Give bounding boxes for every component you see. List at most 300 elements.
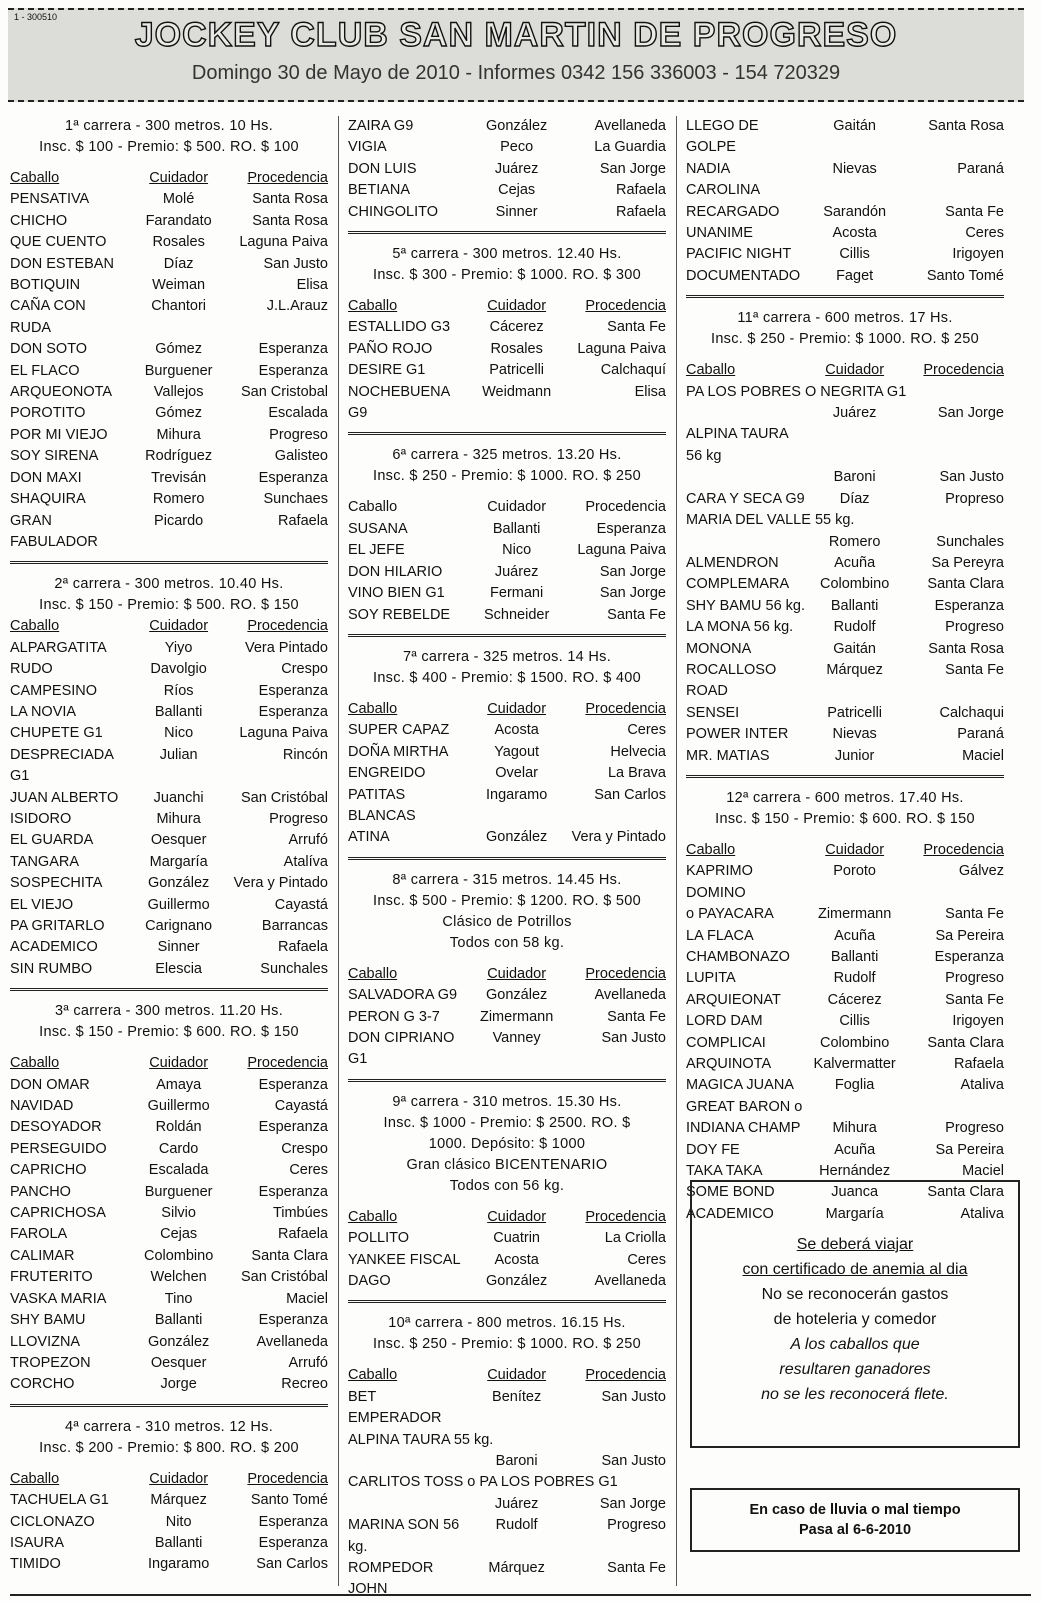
origin-name: Esperanza — [258, 341, 328, 358]
trainer-name: Colombino — [143, 1247, 214, 1264]
notice-line: resultaren ganadores — [779, 1361, 931, 1378]
horse-name: POWER INTER — [686, 726, 789, 743]
horse-name: PENSATIVA — [10, 191, 90, 208]
origin-name: Crespo — [281, 661, 328, 678]
origin-name: Recreo — [281, 1376, 328, 1393]
origin-name: Santa Clara — [927, 1184, 1004, 1201]
trainer-name: Acosta — [832, 225, 877, 242]
column-header-origin: Procedencia — [585, 1367, 666, 1384]
notice-line: A los caballos que — [790, 1336, 920, 1353]
origin-name: Santa Clara — [251, 1247, 328, 1264]
horse-name: SALVADORA G9 — [348, 987, 458, 1004]
horse-name: SIN RUMBO — [10, 960, 93, 977]
horse-name: DON CIPRIANO G1 — [348, 1029, 455, 1068]
trainer-name: Cillis — [839, 246, 870, 263]
column-header-trainer: Cuidador — [149, 618, 209, 635]
separator — [348, 1300, 666, 1303]
trainer-name: Weiman — [152, 277, 206, 294]
origin-name: Sunchales — [260, 960, 328, 977]
trainer-name: Ingaramo — [486, 786, 548, 803]
horse-name: LLEGO DE GOLPE — [686, 118, 759, 156]
trainer-name: Márquez — [826, 661, 883, 678]
horse-name: o PAYACARA — [686, 906, 774, 923]
trainer-name: Picardo — [154, 512, 204, 529]
horse-name: DAGO — [348, 1273, 391, 1289]
race-prize: Insc. $ 150 - Premio: $ 500. RO. $ 150 — [39, 597, 299, 614]
race-title: 11ª carrera - 600 metros. 17 Hs. — [737, 310, 953, 327]
horse-name: MARIA DEL VALLE 55 kg. — [686, 512, 855, 529]
origin-name: Rafaela — [616, 182, 666, 199]
race-3-table — [10, 1053, 328, 1396]
origin-name: Sunchales — [936, 533, 1004, 550]
horse-name: BOTIQUIN — [10, 277, 81, 294]
trainer-name: Gómez — [155, 341, 202, 358]
trainer-name: Peco — [500, 139, 534, 156]
race-prize: Insc. $ 250 - Premio: $ 1000. RO. $ 250 — [372, 1336, 641, 1353]
origin-name: San Justo — [939, 469, 1004, 486]
race-1-header — [10, 116, 328, 168]
origin-name: Barrancas — [261, 918, 328, 934]
trainer-name: Díaz — [163, 255, 194, 272]
notice-line: Se deberá viajar — [796, 1236, 914, 1253]
column-header-origin: Procedencia — [585, 499, 666, 516]
trainer-name: Kalvermatter — [813, 1056, 896, 1073]
horse-name: CALIMAR — [10, 1247, 75, 1264]
origin-name: Ataliva — [960, 1077, 1004, 1094]
column-header-horse: Caballo — [348, 298, 398, 315]
origin-name: Esperanza — [934, 949, 1004, 965]
horse-name: CARLITOS TOSS o PA LOS POBRES G1 — [348, 1474, 618, 1491]
horse-name: DESOYADOR — [10, 1119, 102, 1136]
trainer-name: Schneider — [483, 606, 550, 623]
column-header-horse: Caballo — [348, 700, 398, 717]
trainer-name: Márquez — [488, 1560, 545, 1577]
horse-name: TROPEZON — [10, 1354, 91, 1371]
notice-line: No se reconocerán gastos — [761, 1286, 949, 1303]
race-prize: Insc. $ 150 - Premio: $ 600. RO. $ 150 — [715, 810, 975, 827]
separator — [348, 432, 666, 435]
horse-name — [348, 1451, 468, 1472]
column-header-origin: Procedencia — [247, 618, 328, 635]
origin-name: Laguna Paiva — [239, 234, 328, 251]
race-title: 6ª carrera - 325 metros. 13.20 Hs. — [392, 447, 622, 464]
origin-name: Avellaneda — [594, 1273, 666, 1289]
origin-name: Santa Fe — [607, 1008, 666, 1025]
column-header-origin: Procedencia — [923, 362, 1004, 379]
origin-name: San Jorge — [599, 160, 666, 177]
trainer-name: Yagout — [494, 743, 540, 760]
race-prize: Insc. $ 1000 - Premio: $ 2500. RO. $ — [383, 1114, 631, 1131]
race-title: 10ª carrera - 800 metros. 16.15 Hs. — [388, 1315, 626, 1332]
horse-name: COMPLICAI — [686, 1034, 766, 1051]
notice-line: con certificado de anemia al dia — [742, 1261, 968, 1278]
trainer-name: Ballanti — [830, 949, 879, 965]
origin-name: Propreso — [945, 490, 1004, 507]
race-4-table-continued — [348, 116, 666, 223]
horse-name: TANGARA — [10, 853, 80, 870]
trainer-name: Mihura — [156, 426, 201, 443]
trainer-name: Cácerez — [827, 991, 882, 1008]
trainer-name: Julian — [159, 746, 198, 763]
trainer-name: Guillermo — [147, 896, 210, 913]
origin-name: Maciel — [962, 1163, 1004, 1180]
trainer-name: Guillermo — [147, 1098, 210, 1115]
horse-name: ARQUEONOTA — [10, 384, 113, 401]
horse-name: GRAN FABULADOR — [10, 512, 98, 550]
horse-name: LA MONA 56 kg. — [686, 619, 794, 636]
trainer-name: Welchen — [150, 1269, 207, 1286]
trainer-name: Silvio — [161, 1205, 196, 1222]
horse-name: DON SOTO — [10, 341, 88, 358]
origin-name: San Cristóbal — [240, 789, 328, 806]
horse-name: ALPINA TAURA 56 kg — [686, 426, 788, 464]
origin-name: Santa Rosa — [928, 118, 1004, 134]
trainer-name: Acosta — [494, 722, 539, 739]
origin-name: La Guardia — [594, 139, 666, 156]
column-header-horse: Caballo — [10, 1470, 60, 1487]
horse-name: CHAMBONAZO — [686, 949, 790, 965]
origin-name: San Carlos — [594, 786, 666, 803]
horse-name: ZAIRA G9 — [348, 118, 414, 134]
column-header-trainer: Cuidador — [149, 1470, 209, 1487]
separator — [686, 295, 1004, 298]
trainer-name: Rosales — [490, 340, 543, 357]
horse-name: MR. MATIAS — [686, 747, 770, 764]
origin-name: Rafaela — [278, 1226, 328, 1243]
origin-name: Ceres — [289, 1162, 328, 1179]
trainer-name: Farandato — [145, 212, 212, 229]
trainer-name: Cejas — [160, 1226, 198, 1243]
origin-name: Irigoyen — [952, 1013, 1004, 1030]
column-header-trainer: Cuidador — [487, 965, 547, 982]
origin-name: Santa Fe — [607, 606, 666, 623]
horse-name: CHUPETE G1 — [10, 725, 103, 742]
separator — [348, 1079, 666, 1082]
trainer-name: Davolgio — [150, 661, 207, 678]
column-header-origin: Procedencia — [585, 298, 666, 315]
trainer-name: Ballanti — [154, 703, 203, 720]
trainer-name: Nievas — [832, 726, 877, 743]
horse-name: NADIA CAROLINA — [686, 160, 761, 199]
origin-name: Santa Rosa — [252, 191, 328, 208]
separator — [10, 561, 328, 564]
trainer-name: Rodríguez — [145, 448, 213, 465]
horse-name: DESIRE G1 — [348, 362, 426, 379]
column-header-origin: Procedencia — [585, 965, 666, 982]
horse-name: UNANIME — [686, 225, 753, 242]
trainer-name: González — [486, 987, 548, 1004]
horse-name: SHY BAMU — [10, 1312, 86, 1329]
notice-line: de hoteleria y comedor — [773, 1311, 937, 1328]
trainer-name: Molé — [162, 191, 195, 208]
origin-name: Rafaela — [278, 512, 328, 529]
origin-name: Esperanza — [258, 1534, 328, 1551]
horse-name: BETIANA — [348, 182, 411, 199]
origin-name: Vera y Pintado — [233, 875, 328, 892]
origin-name: Progreso — [269, 810, 328, 827]
trainer-name: Juárez — [494, 563, 539, 580]
origin-name: Arrufó — [288, 832, 328, 849]
origin-name: Maciel — [962, 747, 1004, 764]
horse-name: KAPRIMO — [686, 863, 753, 880]
horse-name: SOY SIRENA — [10, 448, 99, 465]
origin-name: Sunchaes — [263, 491, 328, 508]
trainer-name: Margaría — [149, 853, 208, 870]
origin-name: Timbúes — [272, 1205, 328, 1222]
horse-name: CARA Y SECA G9 — [686, 490, 805, 507]
trainer-name: Margaría — [825, 1205, 884, 1222]
column-header-trainer: Cuidador — [487, 499, 547, 516]
horse-name: PA GRITARLO — [10, 918, 105, 934]
trainer-name: Amaya — [156, 1076, 202, 1093]
horse-name: RECARGADO — [686, 203, 780, 220]
trainer-name: Chantori — [151, 298, 207, 315]
trainer-name: Juárez — [832, 405, 877, 422]
trainer-name: Mihura — [832, 1120, 877, 1137]
race-deposit: 1000. Depósito: $ 1000 — [428, 1135, 586, 1152]
horse-name: NAVIDAD — [10, 1098, 74, 1115]
origin-name: Ceres — [627, 722, 666, 739]
trainer-name: Zimermann — [817, 906, 892, 923]
horse-name: EL VIEJO — [10, 896, 74, 913]
race-subtitle: Clásico de Potrillos — [442, 913, 572, 930]
origin-name: San Jorge — [599, 585, 666, 602]
horse-name: SOSPECHITA — [10, 875, 103, 892]
horse-name: VINO BIEN G1 — [348, 585, 445, 602]
trainer-name: Oesquer — [150, 1354, 207, 1371]
origin-name: Sa Pereyra — [931, 554, 1004, 571]
horse-name: TIMIDO — [10, 1556, 61, 1573]
horse-name: POROTITO — [10, 405, 86, 422]
horse-name: SHY BAMU 56 kg. — [686, 597, 806, 614]
column-divider — [676, 116, 677, 1586]
race-3-header — [10, 1001, 328, 1053]
horse-name: POLLITO — [348, 1230, 409, 1247]
origin-name: Vera y Pintado — [571, 829, 666, 846]
race-title: 5ª carrera - 300 metros. 12.40 Hs. — [392, 246, 622, 263]
origin-name: San Justo — [601, 1029, 666, 1046]
origin-name: Cayastá — [274, 896, 328, 913]
race-4-table — [10, 1469, 328, 1576]
trainer-name: González — [486, 1273, 548, 1289]
column-middle — [348, 116, 666, 1601]
origin-name: Galisteo — [274, 448, 328, 465]
trainer-name: Nievas — [832, 160, 877, 177]
race-title: 12ª carrera - 600 metros. 17.40 Hs. — [726, 789, 964, 806]
horse-name: FRUTERITO — [10, 1269, 93, 1286]
horse-name: ARQUINOTA — [686, 1056, 772, 1073]
trainer-name: Cillis — [839, 1013, 870, 1030]
race-7-table — [348, 699, 666, 849]
race-7-header — [348, 647, 666, 699]
trainer-name: Sinner — [495, 203, 538, 220]
origin-name — [903, 424, 1004, 467]
horse-name: PERON G 3-7 — [348, 1008, 440, 1025]
horse-name: LA FLACA — [686, 927, 754, 944]
trainer-name: Ballanti — [154, 1312, 203, 1329]
trainer-name: Hernández — [819, 1163, 891, 1180]
page-title: JOCKEY CLUB SAN MARTIN DE PROGRESO — [134, 16, 898, 54]
origin-name: San Justo — [601, 1388, 666, 1405]
horse-name: GREAT BARON o — [686, 1098, 803, 1115]
column-left — [10, 116, 328, 1576]
origin-name: Ceres — [627, 1251, 666, 1268]
origin-name: Esperanza — [258, 1183, 328, 1200]
horse-name: SOME BOND — [686, 1184, 775, 1201]
trainer-name: Acuña — [834, 927, 876, 944]
race-12-header — [686, 788, 1004, 840]
origin-name: San Carlos — [256, 1556, 328, 1573]
column-header-trainer: Cuidador — [149, 1055, 209, 1072]
horse-name: DOMINO — [686, 884, 746, 901]
race-prize: Insc. $ 400 - Premio: $ 1500. RO. $ 400 — [372, 669, 641, 686]
origin-name: Cayastá — [274, 1098, 328, 1115]
trainer-name: Fermani — [490, 585, 544, 602]
origin-name: Atalíva — [283, 853, 328, 870]
horse-name: DOCUMENTADO — [686, 267, 801, 284]
horse-name: LUPITA — [686, 970, 736, 987]
origin-name: Sa Pereira — [935, 927, 1004, 944]
column-header-horse: Caballo — [348, 499, 398, 516]
trainer-name: Nico — [502, 542, 532, 559]
rain-notice-line: En caso de lluvia o mal tiempo — [749, 1502, 961, 1518]
trainer-name: Sinner — [157, 939, 200, 956]
origin-name: Avellaneda — [256, 1333, 328, 1350]
column-header-origin: Procedencia — [923, 841, 1004, 858]
origin-name: Esperanza — [258, 1119, 328, 1136]
trainer-name: Sarandón — [823, 203, 887, 220]
horse-name: ALPARGATITA — [10, 639, 107, 656]
column-header-horse: Caballo — [10, 170, 60, 186]
horse-name: LA NOVIA — [10, 703, 77, 720]
horse-name: PACIFIC NIGHT — [686, 246, 792, 263]
origin-name: Santa Fe — [607, 1560, 666, 1577]
separator — [10, 1404, 328, 1407]
horse-name: COMPLEMARA — [686, 576, 790, 593]
trainer-name: González — [148, 875, 210, 892]
race-title: 2ª carrera - 300 metros. 10.40 Hs. — [54, 576, 284, 593]
document-code: 1 - 300510 — [14, 12, 58, 22]
origin-name: Helvecia — [610, 743, 666, 760]
origin-name: Irigoyen — [952, 246, 1004, 263]
origin-name: Santo Tomé — [926, 267, 1004, 284]
horse-name: ACADEMICO — [10, 939, 98, 956]
horse-name: ALMENDRON — [686, 554, 779, 571]
trainer-name: Yiyo — [164, 639, 193, 656]
origin-name: Esperanza — [258, 1312, 328, 1329]
horse-name: SOY REBELDE — [348, 606, 451, 623]
travel-notice-box — [690, 1180, 1020, 1448]
horse-name: ISAURA — [10, 1534, 64, 1551]
trainer-name: Márquez — [150, 1492, 207, 1509]
origin-name: Crespo — [281, 1140, 328, 1157]
origin-name: Gálvez — [958, 863, 1004, 880]
column-header-horse: Caballo — [348, 965, 398, 982]
trainer-name: Foglia — [834, 1077, 875, 1094]
horse-name: BET EMPERADOR — [348, 1388, 442, 1427]
trainer-name: González — [148, 1333, 210, 1350]
horse-name: CHICHO — [10, 212, 68, 229]
horse-name: DON MAXI — [10, 469, 82, 486]
origin-name: Escalada — [268, 405, 328, 422]
race-title: 8ª carrera - 315 metros. 14.45 Hs. — [392, 871, 622, 888]
column-header-trainer: Cuidador — [487, 298, 547, 315]
column-header-trainer: Cuidador — [825, 841, 885, 858]
race-prize: Insc. $ 200 - Premio: $ 800. RO. $ 200 — [39, 1439, 299, 1456]
trainer-name: Rudolf — [833, 970, 876, 987]
horse-name: POR MI VIEJO — [10, 426, 108, 443]
trainer-name: Romero — [152, 491, 205, 508]
origin-name: Progreso — [945, 970, 1004, 987]
trainer-name: Juanca — [831, 1184, 879, 1201]
trainer-name: Juanchi — [153, 789, 204, 806]
origin-name: J.L.Arauz — [266, 298, 328, 315]
trainer-name: Ballanti — [154, 1534, 203, 1551]
origin-name — [903, 883, 1004, 904]
race-12-table — [686, 840, 1004, 1225]
origin-name: Maciel — [286, 1290, 328, 1307]
rain-notice-date: Pasa al 6-6-2010 — [798, 1522, 912, 1538]
horse-name: DESPRECIADA G1 — [10, 746, 114, 785]
race-2-header — [10, 574, 328, 616]
horse-name — [686, 532, 806, 553]
origin-name: La Criolla — [604, 1230, 666, 1247]
column-header-origin: Procedencia — [247, 170, 328, 186]
race-10-header — [348, 1313, 666, 1365]
race-4-header — [10, 1417, 328, 1469]
origin-name: San Justo — [601, 1453, 666, 1470]
origin-name: Ceres — [965, 225, 1004, 242]
trainer-name: González — [486, 118, 548, 134]
horse-name: VIGIA — [348, 139, 387, 156]
trainer-name: Burguener — [144, 362, 213, 379]
origin-name: Laguna Paiva — [239, 725, 328, 742]
origin-name: San Cristobal — [240, 384, 328, 401]
origin-name: Progreso — [945, 1120, 1004, 1137]
origin-name: Paraná — [957, 160, 1004, 177]
origin-name: San Jorge — [599, 1495, 666, 1512]
trainer-name: Rosales — [152, 234, 205, 251]
horse-name: RUDO — [10, 661, 53, 678]
page-subtitle: Domingo 30 de Mayo de 2010 - Informes 0342 156 336003 - 154 720329 — [191, 62, 841, 84]
horse-name: YANKEE FISCAL — [348, 1251, 461, 1268]
horse-name: ENGREIDO — [348, 765, 426, 782]
origin-name: Santa Fe — [945, 661, 1004, 678]
race-10-table — [348, 1365, 666, 1600]
origin-name: Calchaquí — [600, 362, 666, 379]
horse-name: CAMPESINO — [10, 682, 98, 699]
bottom-rule — [10, 1594, 1031, 1596]
horse-name: NOCHEBUENA G9 — [348, 383, 450, 422]
race-6-header — [348, 445, 666, 497]
race-title: 1ª carrera - 300 metros. 10 Hs. — [64, 118, 274, 134]
origin-name: Rafaela — [954, 1056, 1004, 1073]
trainer-name — [806, 424, 902, 467]
column-header-trainer: Cuidador — [487, 1367, 547, 1384]
header-banner — [8, 8, 1024, 102]
column-header-origin: Procedencia — [585, 1208, 666, 1225]
horse-name: INDIANA CHAMP — [686, 1120, 801, 1137]
origin-name: Santa Clara — [927, 1034, 1004, 1051]
horse-name: EL FLACO — [10, 362, 80, 379]
trainer-name: Cácerez — [489, 319, 544, 336]
horse-name: MAGICA JUANA — [686, 1077, 794, 1094]
origin-name: Paraná — [957, 726, 1004, 743]
trainer-name: Nito — [165, 1513, 192, 1530]
race-5-table — [348, 296, 666, 424]
race-prize: Insc. $ 100 - Premio: $ 500. RO. $ 100 — [39, 139, 299, 155]
horse-name: ESTALLIDO G3 — [348, 319, 451, 336]
